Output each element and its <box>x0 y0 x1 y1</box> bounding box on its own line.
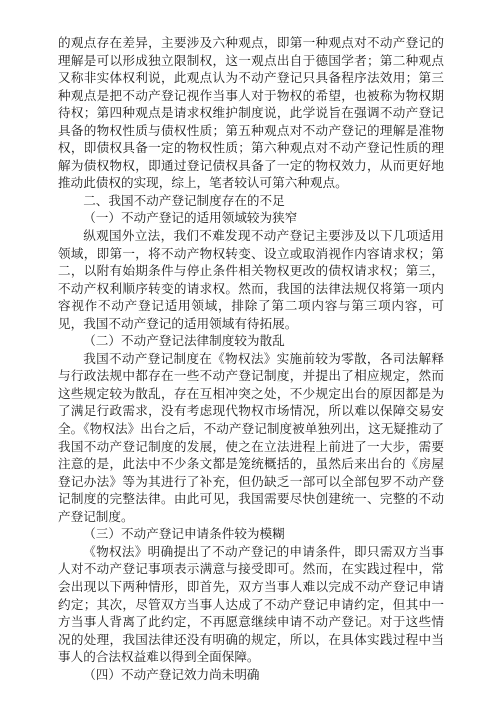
subsection-heading-1: （一）不动产登记的适用领域较为狭窄 <box>83 210 298 226</box>
subsection-heading-2: （二）不动产登记法律制度较为散乱 <box>83 333 285 349</box>
subsection-heading-3: （三）不动产登记申请条件较为模糊 <box>83 526 285 542</box>
subsection-heading-4: （四）不动产登记效力尚未明确 <box>83 666 260 682</box>
body-paragraph-3: 我国不动产登记制度在《物权法》实施前较为零散，各司法解释与行政法规中都存在一些不动产登记制度，并提出了相应规定，然而这些规定较为散乱，存在互相冲突之处，不少规定出台的原因都是为了满足行政需求，没有考虑现代物权市场情况，所以难以保障交易安全。《物权法》出台之后，不动产登记制度被单独列出，这无疑推动了我国不动产登记制度的发展，使之在立法进程上前进了一大步，需要注意的是，此法中不少条文都是笼统概括的，虽然后来出台的《房屋登记办法》等为其进行了补充，但仍缺乏一部可以全部包罗不动产登记制度的完整法律。由此可见，我国需要尽快创建统一、完整的不动产登记制度。 <box>58 350 444 524</box>
body-paragraph-1: 的观点存在差异，主要涉及六种观点，即第一种观点对不动产登记的理解是可以形成独立限制权，这一观点出自于德国学者；第二种观点又称非实体权利说，此观点认为不动产登记只具备程序法效用；第三种观点是把不动产登记视作当事人对于物权的希望，也被称为物权期待权；第四种观点是请求权维护制度说，此学说旨在强调不动产登记具备的物权性质与债权性质；第五种观点对不动产登记的理解是准物权，即债权具备一定的物权性质；第六种观点对不动产登记性质的理解为债权物权，即通过登记债权具备了一定的物权效力，从而更好地推动此债权的实现，综上，笔者较认可第六种观点。 <box>58 35 444 191</box>
body-paragraph-4: 《物权法》明确提出了不动产登记的申请条件，即只需双方当事人对不动产登记事项表示满意与接受即可。然而，在实践过程中，常会出现以下两种情形，即首先，双方当事人难以完成不动产登记申请约定；其次，尽管双方当事人达成了不动产登记申请约定，但其中一方当事人背离了此约定，不再愿意继续申请不动产登记。对于这些情况的处理，我国法律还没有明确的规定，所以，在具体实践过程中当事人的合法权益难以得到全面保障。 <box>58 543 444 665</box>
section-heading-2: 二、我国不动产登记制度存在的不足 <box>83 192 285 208</box>
body-paragraph-2: 纵观国外立法，我们不难发现不动产登记主要涉及以下几项适用领域，即第一，将不动产物权转变、设立或取消视作内容请求权；第二，以附有始期条件与停止条件相关物权更改的债权请求权；第三，不动产权利顺序转变的请求权。然而，我国的法律法规仅将第一项内容视作不动产登记适用领域，排除了第二项内容与第三项内容，可见，我国不动产登记的适用领域有待拓展。 <box>58 228 444 331</box>
